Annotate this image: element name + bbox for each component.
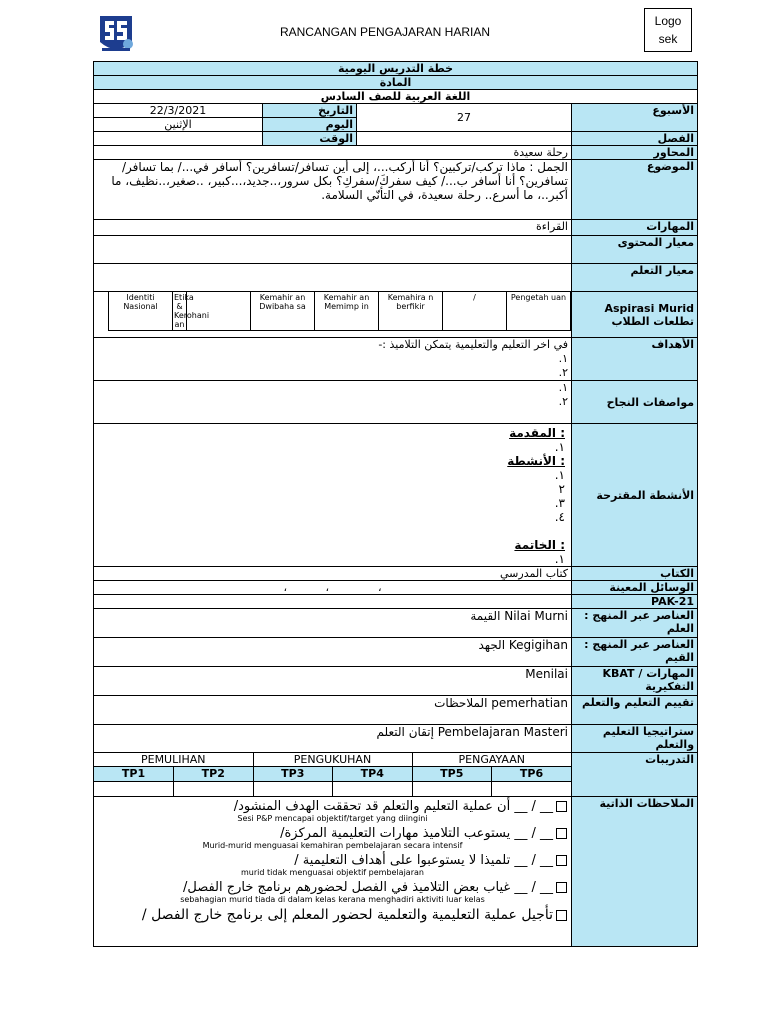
reflection-text: __ / __ يستوعب التلاميذ مهارات التعليمية المركزة/ <box>280 826 553 841</box>
skill-label: المهارات <box>572 220 698 236</box>
book-value: كتاب المدرسي <box>94 567 572 581</box>
tp-level-5: TP5 <box>412 767 492 782</box>
aspiration-check: / <box>443 292 507 331</box>
aspiration-label-ar: تطلعات الطلاب <box>611 314 695 328</box>
teaching-aids-value: ، ، ، <box>94 581 572 595</box>
tp-group-remedial: PEMULIHAN <box>94 753 253 767</box>
page-title: RANCANGAN PENGAJARAN HARIAN <box>279 25 491 39</box>
reflection-checkbox[interactable] <box>556 828 567 839</box>
tp-grid <box>94 753 571 796</box>
aspiration-leadership: Kemahir an Memimp in <box>315 292 379 331</box>
aspiration-ethics: Etika & Kerohani an <box>174 293 210 329</box>
aspirations-grid <box>108 292 571 331</box>
content-standard-value <box>94 236 572 264</box>
tp-cell <box>253 782 333 797</box>
objective-item: ٢. <box>558 366 568 379</box>
cross-knowledge-value: Nilai Murni القيمة <box>94 609 572 638</box>
tp-level-4: TP4 <box>333 767 413 782</box>
tp-cell <box>333 782 413 797</box>
aspiration-bilingual: Kemahir an Dwibaha sa <box>251 292 315 331</box>
theme-label: المحاور <box>572 146 698 160</box>
week-label: الأسبوع <box>572 104 698 132</box>
activity-item: ٤. <box>554 510 565 524</box>
reflection-label: الملاحظات الذاتية <box>572 797 698 947</box>
success-item: ٢. <box>558 395 568 408</box>
reflection-text: __ / __ تلميذا لا يستوعبوا على أهداف التعليمية / <box>294 853 553 868</box>
reflection-text: تأجيل عملية التعليمية والتعلمية لحضور المعلم إلى برنامج خارج الفصل / <box>141 907 553 923</box>
tp-level-2: TP2 <box>174 767 254 782</box>
closing-item: ١. <box>554 552 565 566</box>
school-logo-icon <box>96 12 136 54</box>
aspiration-thinking: Kemahira n berfikir <box>379 292 443 331</box>
class-value <box>357 132 572 146</box>
content-standard-label: معيار المحتوى <box>572 236 698 264</box>
intro-item: ١. <box>554 440 565 454</box>
subject-value: اللغة العربية للصف السادس <box>94 90 698 104</box>
reflection-checkbox[interactable] <box>556 882 567 893</box>
assessment-value: pemerhatian الملاحظات <box>94 696 572 725</box>
tp-cell <box>174 782 254 797</box>
kbat-value: Menilai <box>94 667 572 696</box>
intro-heading: : المقدمة <box>509 426 565 440</box>
tp-level-1: TP1 <box>94 767 174 782</box>
tp-level-3: TP3 <box>253 767 333 782</box>
activity-item: ١. <box>554 468 565 482</box>
tp-cell <box>492 782 572 797</box>
objective-item: ١. <box>558 352 568 365</box>
success-criteria-label: مواصفات النجاح <box>572 381 698 424</box>
tp-level-6: TP6 <box>492 767 572 782</box>
date-label: التاريخ <box>263 104 357 118</box>
activity-item: ٢ <box>558 482 565 496</box>
strategy-label: ستراتيجيا التعليم والتعلم <box>572 725 698 753</box>
time-value <box>94 132 263 146</box>
reflection-text: __ / __ أن عملية التعليم والتعلم قد تحققت الهدف المنشود/ <box>233 799 553 814</box>
reflection-translation: Murid-murid menguasai kemahiran pembelajaran secara intensif <box>202 841 463 850</box>
aspiration-label-ms: Aspirasi Murid <box>604 301 695 315</box>
topic-label: الموضوع <box>572 160 698 220</box>
exercises-label: التدريبات <box>572 753 698 797</box>
tp-group-reinforcement: PENGUKUHAN <box>253 753 412 767</box>
activity-item: ٣. <box>554 496 565 510</box>
success-item: ١. <box>558 381 568 394</box>
cross-values-value: Kegigihan الجهد <box>94 638 572 667</box>
kbat-label: المهارات / KBAT التفكيرية <box>572 667 698 696</box>
reflection-translation: Sesi P&P mencapai objektif/target yang diingini <box>237 814 428 823</box>
reflection-text: __ / __ غياب بعض التلاميذ في الفصل لحضورهم برنامج خارج الفصل/ <box>182 880 553 895</box>
activities-heading: : الأنشطة <box>507 454 565 468</box>
reflection-checkbox[interactable] <box>556 855 567 866</box>
reflection-translation: murid tidak menguasai objektif pembelajaran <box>241 868 424 877</box>
pak21-value <box>94 595 572 609</box>
cross-knowledge-label: العناصر عبر المنهج : العلم <box>572 609 698 638</box>
learning-standard-label: معيار التعلم <box>572 264 698 292</box>
closing-heading: : الخاتمة <box>514 538 565 552</box>
school-logo-placeholder: Logo sek <box>644 8 692 52</box>
tp-group-enrichment: PENGAYAAN <box>412 753 571 767</box>
pak21-label: PAK-21 <box>572 595 698 609</box>
day-label: اليوم <box>263 118 357 132</box>
subject-label: المادة <box>94 76 698 90</box>
theme-value: رحلة سعيدة <box>94 146 572 160</box>
objectives-intro: في اخر التعليم والتعليمية يتمكن التلاميذ :- <box>378 338 568 351</box>
aspiration-identity: Identiti Nasional <box>109 292 173 331</box>
day-value: الإثنين <box>94 118 263 132</box>
activities-label: الأنشطة المقترحة <box>572 424 698 567</box>
date-value: 22/3/2021 <box>94 104 263 118</box>
skill-value: القراءة <box>94 220 572 236</box>
reflection-translation: sebahagian murid tiada di dalam kelas kerana menghadiri aktiviti luar kelas <box>180 895 485 904</box>
plan-title: خطة التدريس اليومية <box>94 62 698 76</box>
cross-values-label: العناصر عبر المنهج : القيم <box>572 638 698 667</box>
tp-cell <box>412 782 492 797</box>
objectives-label: الأهداف <box>572 338 698 381</box>
reflection-checkbox[interactable] <box>556 801 567 812</box>
book-label: الكتاب <box>572 567 698 581</box>
week-value: 27 <box>357 104 572 132</box>
tp-cell <box>94 782 174 797</box>
assessment-label: تقييم التعليم والتعلم <box>572 696 698 725</box>
teaching-aids-label: الوسائل المعينة <box>572 581 698 595</box>
topic-value: الجمل : ماذا تركب/تركبين؟ أنا أركب...، إلى أين تسافر/تسافرين؟ أسافر في.../ بما تسافر/تسافرين؟ أنا أسافر ب.../ كيف سفركَ/سفركِ؟ بكل سرور،..جديد،...كبير، ..صغير،..نظيف، ما أكبر..، ما أسرع.. رحلة سعيدة، في التأنّي السلامة. <box>94 160 572 220</box>
class-label: الفصل <box>572 132 698 146</box>
time-label: الوقت <box>263 132 357 146</box>
lesson-plan-table <box>93 61 698 947</box>
strategy-value: Pembelajaran Masteri إتقان التعلم <box>94 725 572 753</box>
learning-standard-value <box>94 264 572 292</box>
aspiration-knowledge: Pengetah uan <box>507 292 571 331</box>
reflection-checkbox[interactable] <box>556 910 567 921</box>
